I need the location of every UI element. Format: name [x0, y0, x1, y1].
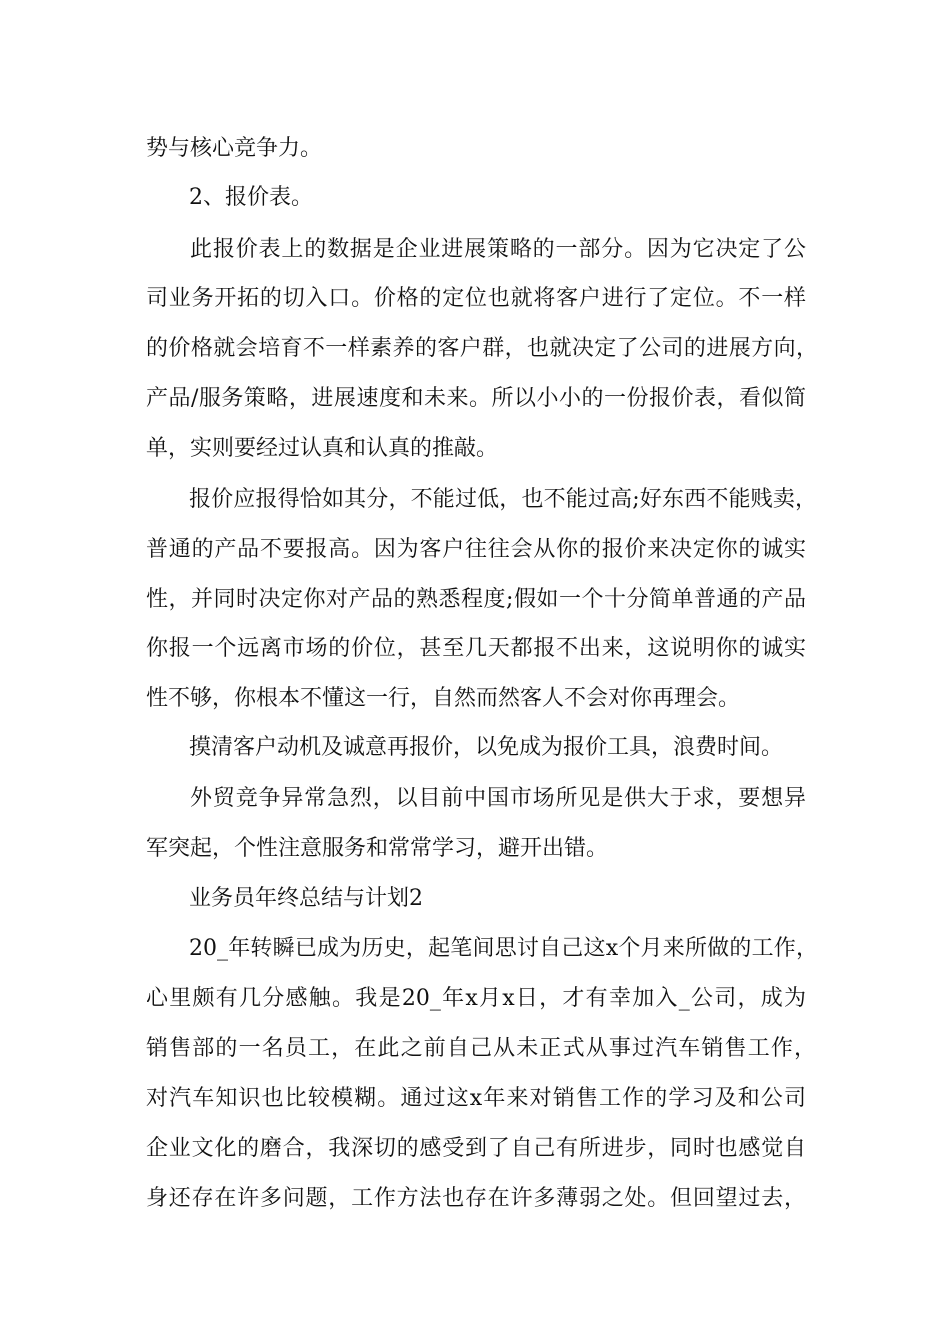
text-line: 外贸竞争异常急烈，以目前中国市场所见是供大于求，要想异 [190, 786, 806, 811]
section-heading: 业务员年终总结与计划2 [189, 886, 423, 911]
text-line: 势与核心竞争力。 [146, 136, 323, 161]
text-line: 身还存在许多问题，工作方法也存在许多薄弱之处。但回望过去， [146, 1186, 806, 1211]
text-line: 单，实则要经过认真和认真的推敲。 [146, 436, 499, 461]
text-line: 2、报价表。 [189, 185, 313, 210]
text-line: 军突起，个性注意服务和常常学习，避开出错。 [146, 836, 609, 861]
text-line: 销售部的一名员工，在此之前自己从未正式从事过汽车销售工作， [146, 1036, 816, 1061]
text-line: 对汽车知识也比较模糊。通过这x年来对销售工作的学习及和公司 [146, 1086, 806, 1111]
text-line: 20_年转瞬已成为历史，起笔间思讨自己这x个月来所做的工作， [189, 936, 818, 961]
text-line: 司业务开拓的切入口。价格的定位也就将客户进行了定位。不一样 [146, 286, 806, 311]
text-line: 产品/服务策略，进展速度和未来。所以小小的一份报价表，看似简 [146, 386, 806, 411]
text-line: 性，并同时决定你对产品的熟悉程度;假如一个十分简单普通的产品 [146, 587, 806, 612]
text-line: 摸清客户动机及诚意再报价，以免成为报价工具，浪费时间。 [189, 735, 784, 760]
text-line: 普通的产品不要报高。因为客户往往会从你的报价来决定你的诚实 [146, 537, 806, 562]
text-line: 此报价表上的数据是企业进展策略的一部分。因为它决定了公 [190, 237, 806, 262]
text-line: 企业文化的磨合，我深切的感受到了自己有所进步，同时也感觉自 [146, 1136, 806, 1161]
text-line: 性不够，你根本不懂这一行，自然而然客人不会对你再理会。 [146, 686, 741, 711]
text-line: 的价格就会培育不一样素养的客户群，也就决定了公司的进展方向， [146, 336, 818, 361]
text-line: 报价应报得恰如其分，不能过低，也不能过高;好东西不能贱卖， [189, 487, 817, 512]
text-line: 心里颇有几分感触。我是20_年x月x日，才有幸加入_公司，成为 [146, 986, 806, 1011]
text-line: 你报一个远离市场的价位，甚至几天都报不出来，这说明你的诚实 [146, 636, 806, 661]
